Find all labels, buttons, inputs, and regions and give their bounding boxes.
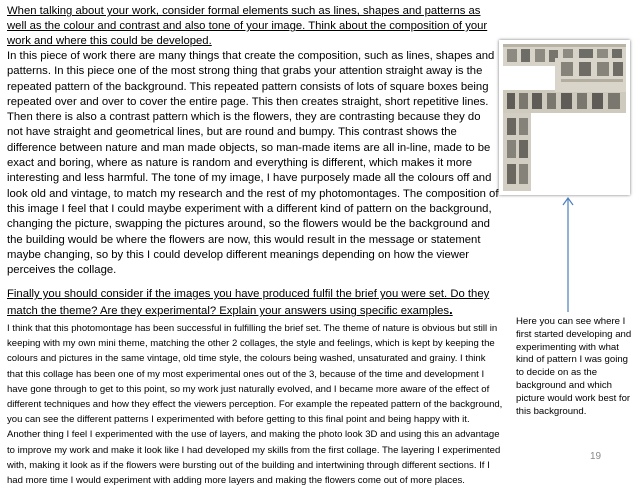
section1-heading: When talking about your work, consider formal elements such as lines, shapes and patterns as well as the colour and contrast and also tone of your image. Think about the composition of your work and where this could be developed. (7, 5, 488, 48)
page-number: 19 (590, 451, 602, 462)
background-pattern-photo (499, 40, 630, 195)
section2-heading-lead: Finally you should consider if the images you have produced fulfil the brief you were set. Do they (7, 288, 490, 300)
building-collage-image (499, 40, 630, 195)
image-caption: Here you can see where I first started developing and experimenting with what kind of pattern I was going to decide on as the background and which picture would work best for this background. (516, 316, 632, 417)
section2-heading-end: . (449, 302, 453, 318)
pointer-arrow (560, 195, 576, 313)
section1-body: In this piece of work there are many things that create the composition, such as lines, shapes and patterns. In this piece one of the most strong thing that grabs your attention straight away is the repeated pattern of the background. This repeated pattern consists of lots of square boxes being repeated over and over to cover the entire page. This then creates straight, short repetitive lines. Then there is also a contrast pattern which is the flowers, they are contrasting because they do not have straight and geometrical lines, but are round and bumpy. This contrast shows the difference between nature and man made objects, so man-made items are all in-line, made to be exact and boring, where as nature is random and everything is different, which makes it more interesting and less harmful. The tone of my image, I have purposely made all the colours off and look old and vintage, to match my research and the rest of my photomontages. The composition of this image I feel that I could maybe experiment with a different kind of pattern on the background, changing the picture, swapping the pictures around, so the flowers would be the background and the building would be where the flowers are now, this would result in the message or statement maybe changing, so by this I could develop different meanings depending on how the viewer perceives the collage. (7, 50, 499, 277)
section2-heading-rest: match the theme? Are they experimental? Explain your answers using specific examples (7, 305, 450, 318)
section2-body: I think that this photomontage has been successful in fulfilling the brief set. The theme of nature is obvious but still in keeping with my own mini theme, matching the other 2 collages, the style and feelings, which is kept by keeping the colours and pictures in the same vintage, old time style, the colours being washed, unsaturated and grainy. I think that this collage has been one of my most experimental ones out of the 3, because of the time and development I have gone through to get to this point, so my work just naturally evolved, and I became more aware of the effect of different techniques and how they effect the viewers perception. For example the repeated pattern of the background, you can see the different patterns I experimented with before getting to this final point and being happy with it. Another thing I feel I experimented with the use of layers, and making the photo look 3D and using this an advantage to improve my work and make it look like I had developed my skills from the first collage. The layering I experimented with, making it look as if the flowers were bursting out of the building and intertwining through different sections. If I had more time I would experiment with adding more layers and making the flowers come out of more places. (7, 323, 503, 487)
section2-heading (7, 287, 497, 319)
